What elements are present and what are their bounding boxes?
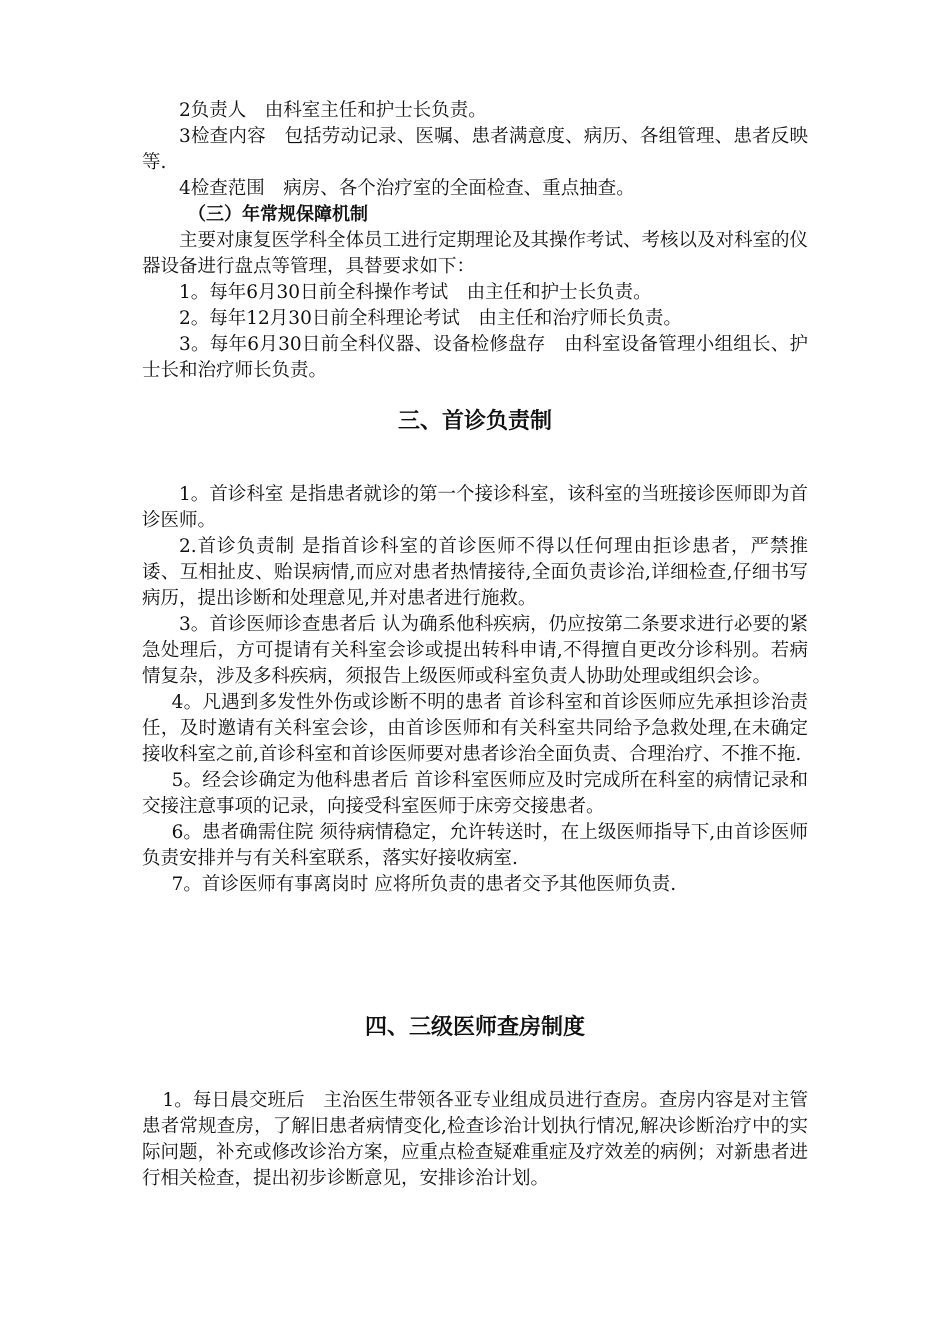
rule-item: 2。每年12月30日前全科理论考试 由主任和治疗师长负责。 bbox=[179, 308, 682, 329]
intro-paragraph: 主要对康复医学科全体员工进行定期理论及其操作考试、考核以及对科室的仪器设备进行盘点等管理，具替要求如下： bbox=[142, 230, 809, 277]
paragraph: 3。首诊医师诊查患者后 认为确系他科疾病，仍应按第二条要求进行必要的紧急处理后，方可提请有关科室会诊或提出转科申请,不得擅自更改分诊科别。若病情复杂，涉及多科疾病，须报告上级医师或科室负责人协助处理或组织会诊。 bbox=[142, 614, 808, 687]
paragraph: 1。首诊科室 是指患者就诊的第一个接诊科室，该科室的当班接诊医师即为首诊医师。 bbox=[142, 484, 808, 531]
section-title: 四、三级医师查房制度 bbox=[364, 1015, 585, 1040]
section4-body bbox=[142, 1088, 808, 1192]
rule-item: 1。每年6月30日前全科操作考试 由主任和护士长负责。 bbox=[179, 282, 652, 303]
paragraph: 6。患者确需住院 须待病情稳定，允许转送时，在上级医师指导下,由首诊医师负责安排并与有关科室联系，落实好接收病室. bbox=[142, 822, 808, 869]
paragraph: 2.首诊负责制 是指首诊科室的首诊医师不得以任何理由拒诊患者，严禁推诿、互相扯皮、贻误病情,而应对患者热情接待,全面负责诊治,详细检查,仔细书写病历，提出诊断和处理意见,并对患者进行施救。 bbox=[142, 536, 808, 609]
check-item: 4检查范围 病房、各个治疗室的全面检查、重点抽查。 bbox=[179, 178, 635, 199]
paragraph: 5。经会诊确定为他科患者后 首诊科室医师应及时完成所在科室的病情记录和交接注意事项的记录，向接受科室医师于床旁交接患者。 bbox=[142, 770, 808, 817]
paragraph: 7。首诊医师有事离岗时 应将所负责的患者交予其他医师负责. bbox=[171, 874, 677, 895]
subheading: （三）年常规保障机制 bbox=[188, 204, 368, 225]
check-item: 3检查内容 包括劳动记录、医嘱、患者满意度、病历、各组管理、患者反映等. bbox=[142, 126, 808, 173]
section3-body bbox=[142, 482, 808, 898]
paragraph: 4。凡遇到多发性外伤或诊断不明的患者 首诊科室和首诊医师应先承担诊治责任，及时邀请有关科室会诊，由首诊医师和有关科室共同给予急救处理,在未确定接收科室之前,首诊科室和首诊医师要对患者诊治全面负责、合理治疗、不推不拖. bbox=[142, 692, 808, 765]
section-title: 三、首诊负责制 bbox=[397, 409, 552, 434]
paragraph: 1。每日晨交班后 主治医生带领各亚专业组成员进行查房。查房内容是对主管患者常规查房，了解旧患者病情变化,检查诊治计划执行情况,解决诊断治疗中的实际问题，补充或修改诊治方案，应重点检查疑难重症及疗效差的病例；对新患者进行相关检查，提出初步诊断意见，安排诊治计划。 bbox=[142, 1090, 809, 1189]
rule-item: 3。每年6月30日前全科仪器、设备检修盘存 由科室设备管理小组组长、护士长和治疗师长负责。 bbox=[142, 334, 808, 381]
section2-tail bbox=[142, 98, 808, 384]
check-item: 2负责人 由科室主任和护士长负责。 bbox=[179, 100, 487, 121]
